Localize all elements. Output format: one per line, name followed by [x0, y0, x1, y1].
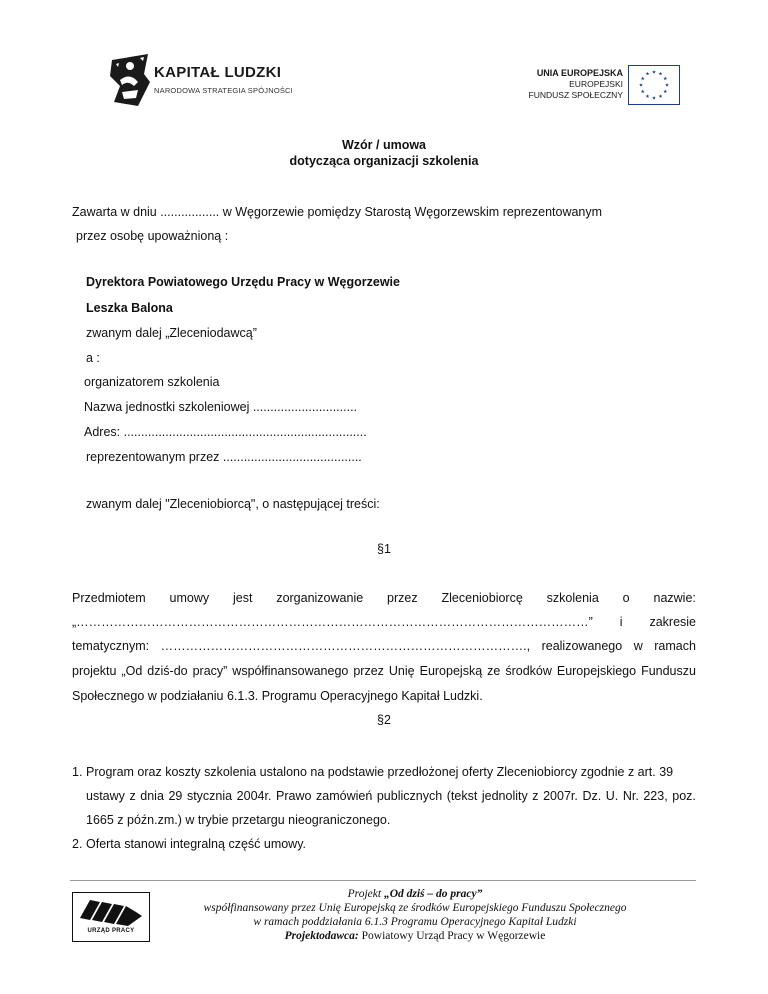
- eu-logo-line1: UNIA EUROPEJSKA: [536, 68, 623, 78]
- word: w: [633, 639, 643, 653]
- word: środków: [505, 664, 552, 678]
- word: współfinansowanego: [232, 664, 349, 678]
- word: zorganizowanie: [276, 591, 364, 605]
- unit-name-field: Nazwa jednostki szkoleniowej ..............................: [84, 400, 358, 414]
- item2-text: Oferta stanowi integralną część umowy.: [86, 837, 307, 851]
- document-title-line2: dotycząca organizacji szkolenia: [289, 154, 479, 168]
- word: poz.: [672, 789, 696, 803]
- director-title: Dyrektora Powiatowego Urzędu Pracy w Węgorzewie: [86, 275, 400, 289]
- word: 2004r.: [236, 789, 272, 803]
- eu-flag-icon: [628, 65, 680, 105]
- word: ustawy: [86, 789, 125, 803]
- word: 223,: [643, 789, 668, 803]
- section1-line1: [72, 590, 696, 606]
- word: dziś-do: [147, 664, 188, 678]
- word: szkolenia: [546, 591, 599, 605]
- footer-line3: w ramach poddziałania 6.1.3 Programu Operacyjnego Kapitał Ludzki: [253, 916, 577, 928]
- logo-subtitle: NARODOWA STRATEGIA SPÓJNOŚCI: [154, 86, 293, 95]
- word: Europejską: [419, 664, 483, 678]
- word: Zleceniobiorcę: [441, 591, 523, 605]
- eu-logo-line3: FUNDUSZ SPOŁECZNY: [528, 90, 623, 100]
- word: Dz.: [582, 789, 602, 803]
- item1-number: 1.: [72, 765, 83, 779]
- word: dnia: [140, 789, 164, 803]
- footer-applicant-label: Projektodawca:: [284, 930, 359, 942]
- footer-line2: współfinansowany przez Unię Europejską ze środków Europejskiego Funduszu Społecznego: [203, 902, 627, 914]
- eu-logo-text: [529, 68, 623, 101]
- word: z: [532, 789, 539, 803]
- address-field: Adres: ......................................................................: [84, 425, 367, 439]
- intro-line1: Zawarta w dniu ................. w Węgorzewie pomiędzy Starostą Węgorzewskim reprezentowanym: [72, 205, 603, 219]
- item1-line2: [86, 788, 696, 804]
- word: i: [619, 615, 623, 629]
- word: publicznych: [376, 789, 443, 803]
- section1-heading: §1: [377, 542, 391, 556]
- word: umowy: [169, 591, 210, 605]
- section2-heading: §2: [377, 713, 391, 727]
- item1-line1: Program oraz koszty szkolenia ustalono na podstawie przedłożonej oferty Zleceniobiorcy zgodnie z art. 39: [86, 765, 674, 779]
- word: tematycznym:: [72, 639, 150, 653]
- client-designation: zwanym dalej „Zleceniodawcą”: [86, 326, 257, 340]
- item1-line3: 1665 z późn.zm.) w trybie przetargu nieograniczonego.: [86, 813, 391, 827]
- word: zamówień: [316, 789, 373, 803]
- word: projektu: [72, 664, 117, 678]
- urzad-pracy-caption: URZĄD PRACY: [87, 928, 135, 934]
- word: realizowanego: [541, 639, 623, 653]
- word: stycznia: [186, 789, 233, 803]
- word: Nr.: [622, 789, 639, 803]
- footer-divider: [70, 880, 696, 881]
- contractor-designation: zwanym dalej "Zleceniobiorcą", o następującej treści:: [86, 497, 380, 511]
- word: …………………………………………………………………………….,: [160, 639, 531, 653]
- footer-text: [180, 887, 650, 943]
- word: (tekst: [446, 789, 478, 803]
- word: nazwie:: [653, 591, 696, 605]
- word: jednolity: [481, 789, 528, 803]
- word: Europejskiego: [556, 664, 637, 678]
- footer-line1: [180, 887, 650, 901]
- word: jest: [232, 591, 253, 605]
- footer-applicant-value: Powiatowy Urząd Pracy w Węgorzewie: [358, 930, 546, 942]
- word: 29: [168, 789, 183, 803]
- director-name: Leszka Balona: [86, 301, 173, 315]
- kapital-ludzki-logo-icon: [108, 52, 152, 108]
- document-title-line1: Wzór / umowa: [341, 138, 427, 152]
- word: przez: [387, 591, 418, 605]
- word: ramach: [654, 639, 696, 653]
- section1-line4: [72, 663, 696, 679]
- section1-line2: [72, 614, 696, 630]
- word: Unię: [388, 664, 415, 678]
- word: Prawo: [276, 789, 312, 803]
- eu-logo-line2: EUROPEJSKI: [569, 79, 623, 89]
- word: ze: [487, 664, 501, 678]
- word: przez: [353, 664, 384, 678]
- word: 2007r.: [543, 789, 578, 803]
- word: zakresie: [649, 615, 696, 629]
- word: z: [129, 789, 136, 803]
- logo-title: KAPITAŁ LUDZKI: [154, 64, 282, 81]
- footer-line4: [180, 929, 650, 943]
- word: U.: [605, 789, 619, 803]
- word: „……………………………………………………………………………………………………………”: [72, 615, 593, 629]
- section1-line3: [72, 638, 696, 654]
- and-label: a :: [86, 351, 100, 365]
- word: Przedmiotem: [72, 591, 146, 605]
- word: Funduszu: [641, 664, 696, 678]
- intro-line2: przez osobę upoważnioną :: [76, 229, 229, 243]
- item2-number: 2.: [72, 837, 83, 851]
- word: „Od: [121, 664, 143, 678]
- urzad-pracy-logo-icon: [72, 892, 150, 942]
- represented-field: reprezentowanym przez ........................................: [86, 450, 362, 464]
- footer-project-label: Projekt: [347, 888, 384, 900]
- footer-project-name: „Od dziś – do pracy”: [383, 888, 483, 900]
- organizer-label: organizatorem szkolenia: [84, 375, 220, 389]
- word: o: [622, 591, 630, 605]
- word: pracy”: [192, 664, 228, 678]
- section1-line5: Społecznego w podziałaniu 6.1.3. Programu Operacyjnego Kapitał Ludzki.: [72, 689, 483, 703]
